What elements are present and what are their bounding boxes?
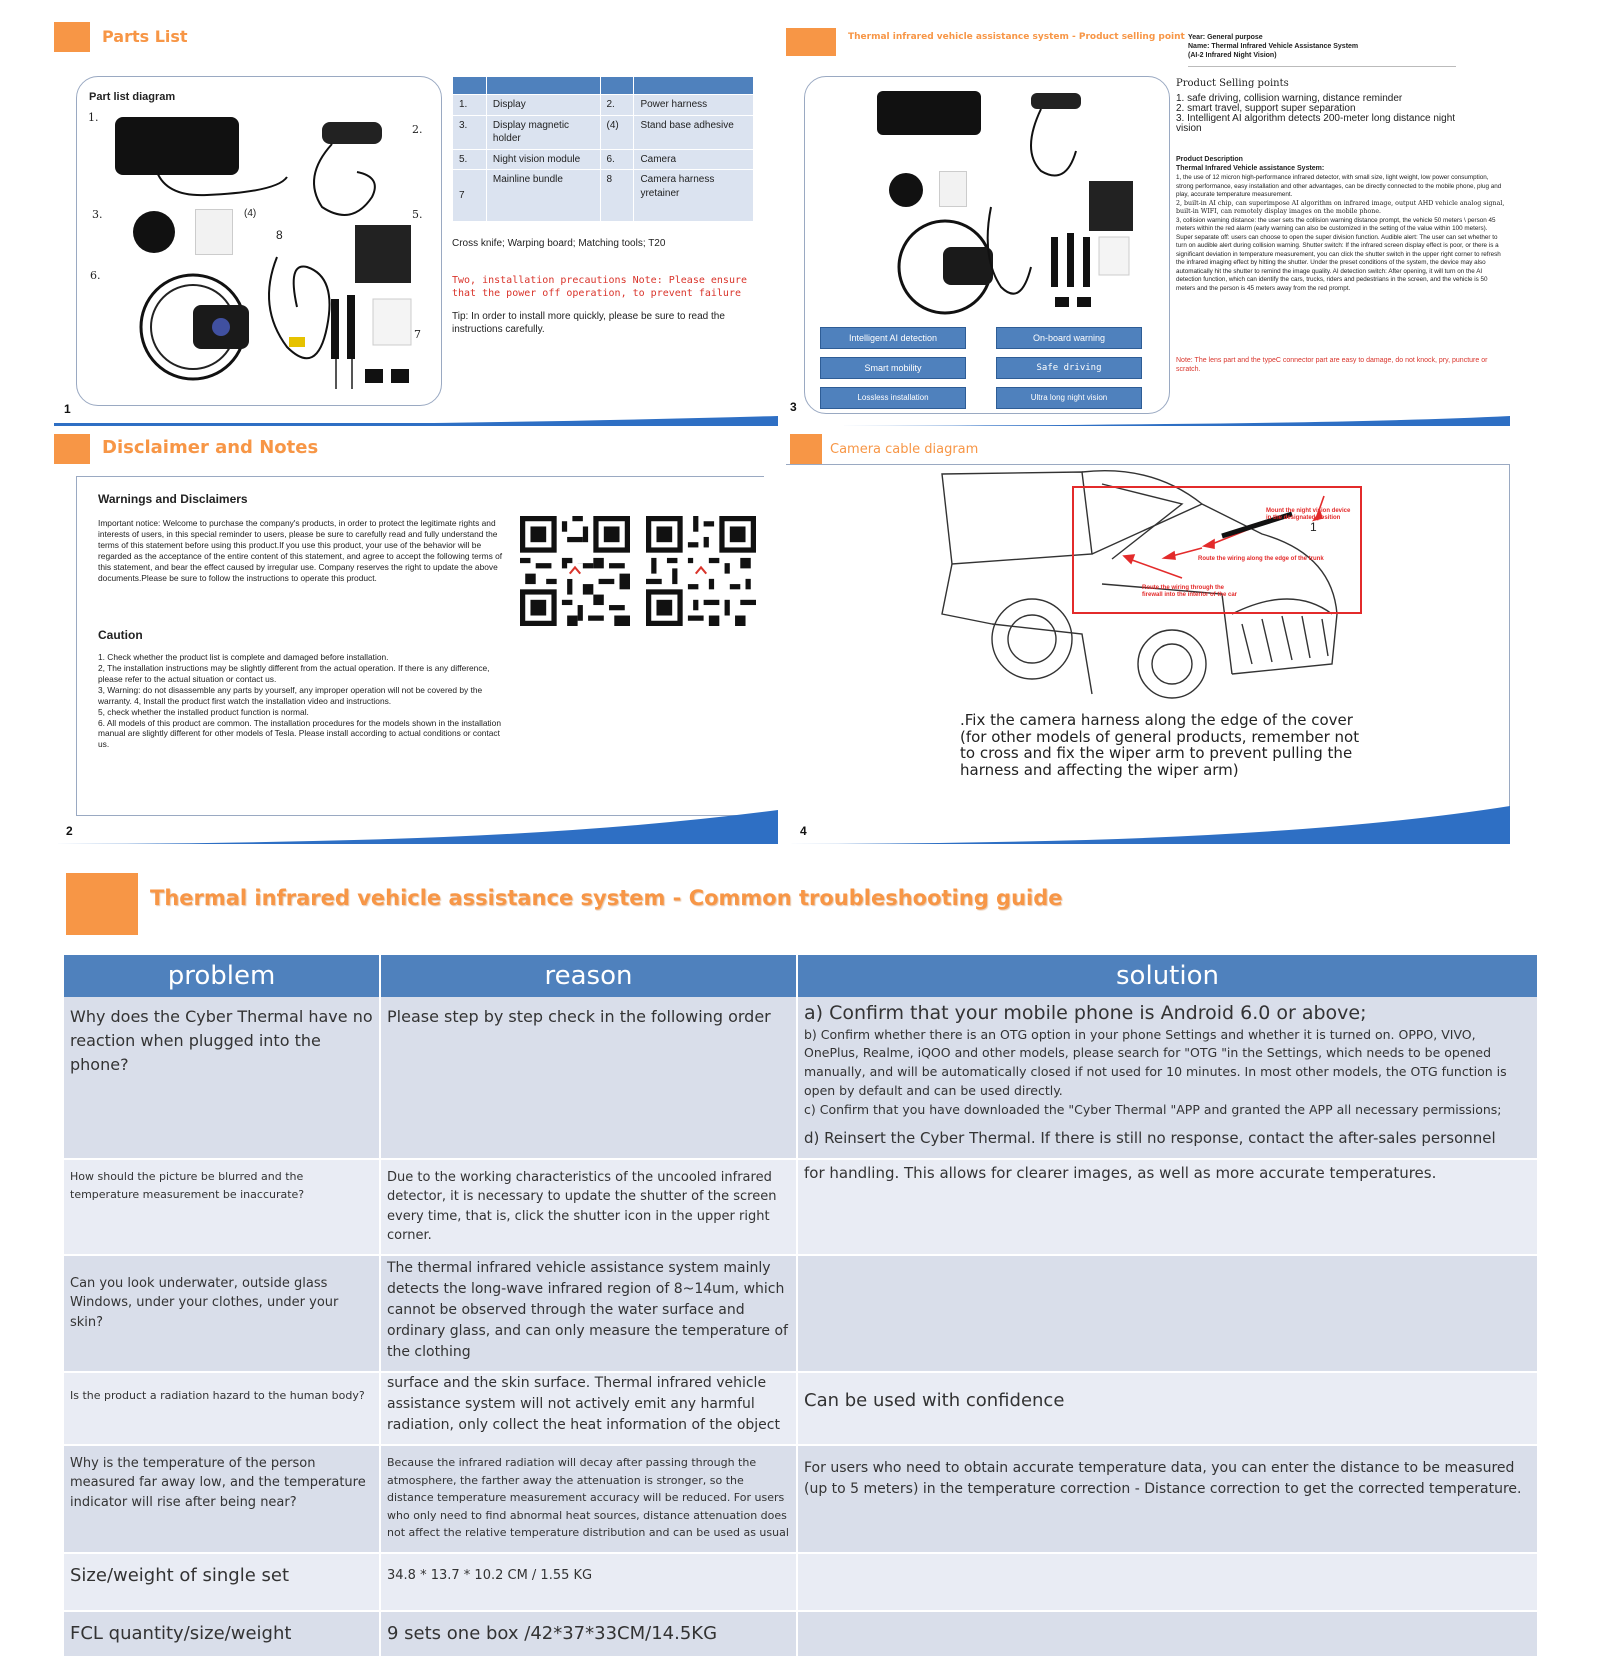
caution-item: 1. Check whether the product list is complete and damaged before installation. (98, 652, 389, 662)
problem-cell: Size/weight of single set (64, 1553, 380, 1611)
troubleshoot-marker (66, 873, 138, 935)
tools-image (981, 197, 1141, 317)
model-line: (AI-2 Infrared Night Vision) (1188, 52, 1277, 59)
qr-code-1 (520, 516, 630, 626)
section-marker (786, 28, 836, 56)
part-diagram-frame (76, 76, 442, 406)
footer-wave (786, 386, 1510, 426)
feature-button-lossless-installation[interactable]: Lossless installation (820, 387, 966, 409)
solution-cell (797, 1553, 1538, 1611)
reason-cell: 9 sets one box /42*37*33CM/14.5KG (380, 1611, 797, 1657)
problem-cell: Can you look underwater, outside glass Windows, under your clothes, under your skin? (64, 1255, 380, 1372)
problem-cell: Why does the Cyber Thermal have no reaction when plugged into the phone? (64, 997, 380, 1159)
caution-item: 2, The installation instructions may be slightly different from the actual operation. If there is any difference, please refer to the actual situation or contact us. (98, 662, 490, 684)
feature-button-ai-detection[interactable]: Intelligent AI detection (820, 327, 966, 349)
selling-point-1: 1. safe driving, collision warning, distance reminder (1176, 93, 1403, 104)
panel-disclaimer (54, 430, 778, 844)
table-row: 7 Mainline bundle 8 Camera harness yretainer (453, 170, 754, 222)
camera-image (123, 257, 263, 387)
magnetic-holder-image (889, 173, 923, 207)
reason-cell: 34.8 * 13.7 * 10.2 CM / 1.55 KG (380, 1553, 797, 1611)
parts-table (452, 76, 754, 222)
solution-cell: For users who need to obtain accurate temperature data, you can enter the distance to be measured (up to 5 meters) in the temperature correction - Distance correction to get the corrected temperature. (797, 1445, 1538, 1553)
reason-cell: Due to the working characteristics of the uncooled infrared detector, it is necessary to update the shutter of the screen every time, that is, click the shutter icon in the upper right corner. (380, 1159, 797, 1255)
header-problem: problem (64, 955, 380, 997)
tools-image (321, 289, 431, 399)
diagram-label-7: 7 (414, 328, 421, 341)
table-row: 1. Display 2. Power harness (453, 95, 754, 116)
troubleshoot-table-wrap (64, 955, 1538, 1658)
callout-number: 1 (1310, 520, 1317, 534)
panel-camera-cable (786, 430, 1510, 844)
description-line-1: 1, the use of 12 micron high-performance infrared detector, with small size, light weight, low power consumption, strong performance, easy installation and other advantages, can be directly connected to the mobile phone, plug and play, accurate temperature measurement. (1176, 174, 1502, 198)
caution-list (98, 652, 510, 750)
section-marker (54, 434, 90, 464)
table-row (64, 1372, 1538, 1445)
page-number: 1 (64, 402, 71, 416)
description-title: Product Description (1176, 156, 1243, 163)
solution-step-b: b) Confirm whether there is an OTG option in your phone Settings and whether it is turned on. OPPO, VIVO, OnePlus, Realme, iQOO and other models, please search for "OTG "in the Settings, which needs to be opened manually, and will be automatically closed if not used for 10 minutes. In most other models, the OTG function is open by default and can be used directly. (804, 1026, 1507, 1098)
power-harness-image (302, 117, 392, 227)
diagram-label-2: 2. (412, 123, 423, 136)
reason-cell: Please step by step check in the following order (380, 997, 797, 1159)
display-cable-image (147, 167, 297, 207)
description-body (1176, 174, 1506, 293)
problem-cell: FCL quantity/size/weight (64, 1611, 380, 1657)
description-subtitle: Thermal Infrared Vehicle assistance System: (1176, 165, 1325, 172)
tip-note: Tip: In order to install more quickly, please be sure to read the instructions carefully. (452, 311, 725, 335)
diagram-label-6: 6. (90, 269, 101, 282)
footer-wave (786, 804, 1510, 844)
solution-cell (797, 997, 1538, 1159)
table-row (64, 997, 1538, 1159)
section-title: Parts List (102, 27, 188, 46)
caution-title: Caution (98, 628, 143, 642)
reason-cell: The thermal infrared vehicle assistance system mainly detects the long-wave infrared region of 8~14um, which cannot be observed through the water surface and ordinary glass, and can only measure the temperature of the clothing (380, 1255, 797, 1372)
callout-firewall: Route the wiring through the firewall into the interior of the car (1142, 585, 1238, 599)
warnings-title: Warnings and Disclaimers (98, 492, 248, 506)
page-number: 2 (66, 824, 73, 838)
section-title: Camera cable diagram (830, 442, 979, 457)
table-row (64, 1553, 1538, 1611)
precaution-note: Two, installation precautions Note: Please ensure that the power off operation, to prevent failure (452, 275, 748, 299)
tools-note: Cross knife; Warping board; Matching tools; T20 (452, 238, 666, 249)
feature-button-smart-mobility[interactable]: Smart mobility (820, 357, 966, 379)
footer-wave (54, 804, 778, 844)
solution-cell (797, 1255, 1538, 1372)
table-row (64, 1445, 1538, 1553)
feature-button-ultra-long-night-vision[interactable]: Ultra long night vision (996, 387, 1142, 409)
night-vision-module-image (355, 225, 411, 283)
name-line: Name: Thermal Infrared Vehicle Assistance System (1188, 43, 1359, 50)
header-reason: reason (380, 955, 797, 997)
diagram-label-4: (4) (244, 208, 257, 219)
description-line-2: 2, built-in AI chip, can superimpose AI algorithm on infrared image, output AHD vehicle analog signal, built-in WIFI, can remotely display images on the mobile phone. (1176, 199, 1505, 215)
solution-cell (797, 1611, 1538, 1657)
callout-trunk: Route the wiring along the edge of the trunk (1198, 556, 1324, 562)
header-solution: solution (797, 955, 1538, 997)
selling-point-3: 3. Intelligent AI algorithm detects 200-meter long distance night vision (1176, 113, 1456, 134)
page-number: 4 (800, 824, 807, 838)
diagram-label-8: 8 (276, 228, 283, 242)
selling-points-title: Product Selling points (1176, 78, 1289, 89)
page-number: 3 (790, 400, 797, 414)
magnetic-holder-image (133, 211, 175, 253)
adhesive-image (195, 209, 233, 255)
troubleshoot-table (64, 955, 1539, 1658)
section-marker (54, 22, 90, 52)
caution-item: 3, Warning: do not disassemble any parts by yourself, any improper operation will not be covered by the warranty. 4, Install the product first watch the installation video and instructions. (98, 684, 483, 706)
solution-step-d: d) Reinsert the Cyber Thermal. If there is still no response, contact the after-sales personnel (804, 1129, 1496, 1148)
feature-button-onboard-warning[interactable]: On-board warning (996, 327, 1142, 349)
reason-cell: surface and the skin surface. Thermal infrared vehicle assistance system will not actively emit any harmful radiation, only collect the heat information of the object (380, 1372, 797, 1445)
solution-cell: for handling. This allows for clearer images, as well as more accurate temperatures. (797, 1159, 1538, 1255)
table-row: 5. Night vision module 6. Camera (453, 149, 754, 170)
problem-cell: Why is the temperature of the person measured far away low, and the temperature indicator will rise after being near? (64, 1445, 380, 1553)
damage-note: Note: The lens part and the typeC connector part are easy to damage, do not knock, pry, puncture or scratch. (1176, 357, 1488, 374)
panel-selling-point (786, 14, 1510, 426)
adhesive-image (939, 171, 967, 207)
diagram-label-5: 5. (412, 208, 423, 221)
power-harness-image (1021, 91, 1091, 191)
diagram-title: Part list diagram (89, 91, 176, 103)
cable-caption: .Fix the camera harness along the edge of the cover (for other models of general products, remember not to cross and fix the wiper arm to prevent pulling the harness and affecting the wiper arm) (960, 711, 1360, 779)
section-title: Disclaimer and Notes (102, 437, 319, 458)
diagram-label-1: 1. (88, 111, 99, 124)
table-row (64, 1611, 1538, 1657)
table-row (64, 1255, 1538, 1372)
divider (1188, 66, 1456, 67)
solution-step-c: c) Confirm that you have downloaded the "Cyber Thermal "APP and granted the APP all necessary permissions; (804, 1101, 1502, 1117)
qr-code-2 (646, 516, 756, 626)
callout-mount: Mount the night vision device in the designated position (1266, 508, 1351, 522)
reason-cell: Because the infrared radiation will decay after passing through the atmosphere, the farther away the attenuation is stronger, so the distance temperature measurement accuracy will be reduced. For users who only need to find abnormal heat sources, distance attenuation does not affect the relative temperature distribution and can be used as usual (380, 1445, 797, 1553)
description-line-3: 3, collision warning distance: the user sets the collision warning distance prompt, the vehicle 50 meters \ person 45 meters within the red alarm (early warning can also be customized in the setting of the value within 100 meters). Super separate off: users can choose to open the super division function. Audible alert: The user can set whether to turn on audible alert during collision warning. Shutter switch: If the infrared screen display effect is poor, or there is a significant deviation in temperature measurement, you can click the shutter switch in the upper right corner to refresh the infrared imaging effect by hitting the shutter. Under the preset conditions of the system, the device may also automatically hit the shutter to remind the image quality. AI detection switch: After opening, it will turn on the AI detection function, which can identify the cars, trucks, riders and pedestrians in the screen, and the vehicle is 50 meters and the person is 45 meters away from the red prompt. (1176, 216, 1501, 292)
section-marker (790, 434, 822, 464)
troubleshoot-title: Thermal infrared vehicle assistance system - Common troubleshooting guide (150, 886, 1063, 910)
selling-point-2: 2. smart travel, support super separation (1176, 103, 1356, 114)
solution-cell: Can be used with confidence (797, 1372, 1538, 1445)
table-row (64, 1159, 1538, 1255)
diagram-label-3: 3. (92, 208, 103, 221)
warnings-text: Important notice: Welcome to purchase the company's products, in order to protect the legitimate rights and interests of users, in this special reminder to users, please be sure to carefully read and fully understand the terms of this statement before using this product.If you use this product, your use of the behavior will be regarded as the acceptance of the entire content of this statement, and agree to accept the following terms of this statement, and bear the effect caused by irregular use. Company reserves the right to update the above documents.Please be sure to follow the instructions to operate this product. (98, 518, 503, 584)
footer-wave (54, 386, 778, 426)
table-row: 3. Display magnetic holder (4) Stand base adhesive (453, 115, 754, 149)
section-title: Thermal infrared vehicle assistance system - Product selling point (848, 32, 1185, 42)
problem-cell: Is the product a radiation hazard to the human body? (64, 1372, 380, 1445)
caution-item: 5, check whether the installed product function is normal. (98, 706, 309, 717)
panel-parts-list (54, 14, 778, 426)
problem-cell: How should the picture be blurred and the temperature measurement be inaccurate? (64, 1159, 380, 1255)
caution-item: 6. All models of this product are common. The installation procedures for the models shown in the installation manual are slightly different for other models of Tesla. Please install according to actual conditions or contact us. (98, 717, 501, 750)
year-line: Year: General purpose (1188, 34, 1263, 41)
solution-step-a: a) Confirm that your mobile phone is Android 6.0 or above; (804, 1002, 1367, 1024)
feature-button-safe-driving[interactable]: Safe driving (996, 357, 1142, 379)
table-header-row (64, 955, 1538, 997)
display-image (877, 91, 981, 135)
